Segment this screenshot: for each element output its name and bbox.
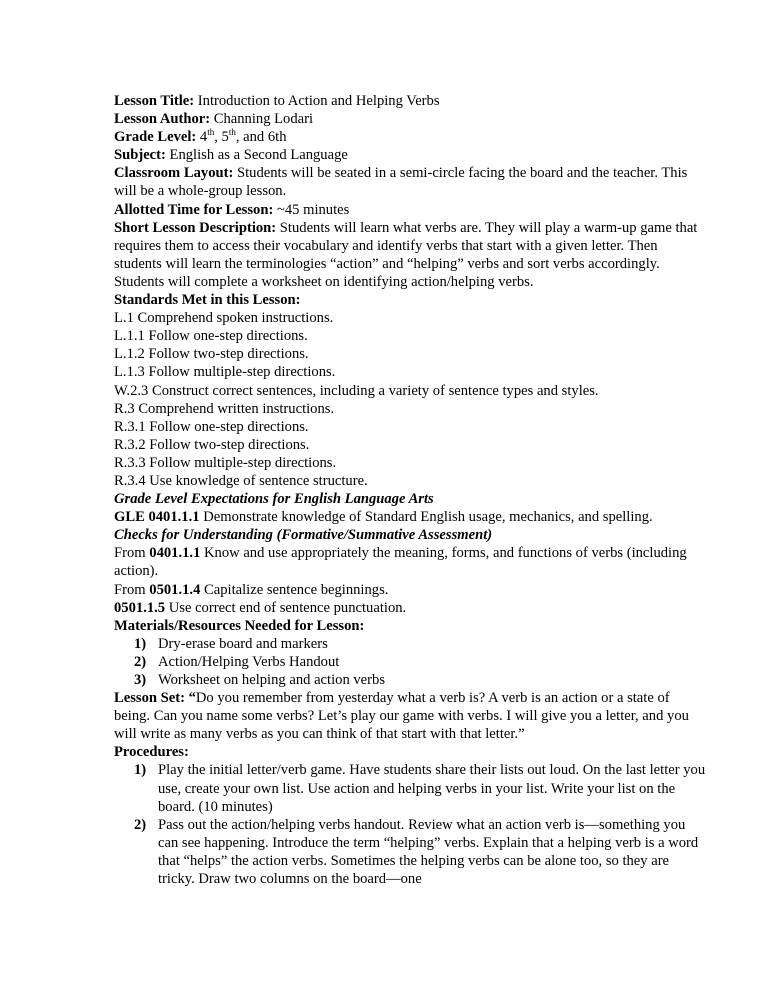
grade-4: 4 [196,129,208,146]
standard-item: L.1.1 Follow one-step directions. [114,328,308,345]
gle-code: GLE 0401.1.1 [114,509,200,526]
standard-item: R.3.1 Follow one-step directions. [114,418,309,435]
materials-list [114,635,708,689]
grade-4-sup: th [207,127,215,138]
classroom-layout: Students will be seated in a semi-circle facing the board and the teacher. This will be a whole-group lesson. [114,165,688,200]
allotted-time-label: Allotted Time for Lesson: [114,201,274,218]
allotted-time: ~45 minutes [273,201,350,218]
standard-item: L.1.2 Follow two-step directions. [114,346,309,363]
short-description: Students will learn what verbs are. They will play a warm-up game that requires them to access their vocabulary and identify verbs that start with a given letter. Then students will learn the terminologies “action” and “helping” verbs and sort verbs accordingly. Students will complete a worksheet on identifying action/helping verbs. [114,219,698,290]
checks-line-1-code: 0401.1.1 [149,545,201,562]
checks-line-1-text: Know and use appropriately the meaning, forms, and functions of verbs (including action). [114,545,687,580]
grade-level-label: Grade Level: [114,129,197,146]
checks-line-1 [114,544,708,580]
allotted-time-line [114,201,708,219]
lesson-author-line [114,110,708,128]
standards-heading-text: Standards Met in this Lesson: [114,292,301,309]
materials-heading-text: Materials/Resources Needed for Lesson: [114,617,365,634]
checks-line-1-prefix: From [114,545,150,562]
list-item [114,653,708,671]
grade-level-line [114,128,708,146]
standard-item: R.3.3 Follow multiple-step directions. [114,454,337,471]
subject: English as a Second Language [165,147,348,164]
checks-line-3-code: 0501.1.5 [114,599,166,616]
standard-item: L.1 Comprehend spoken instructions. [114,310,334,327]
gle-heading: Grade Level Expectations for English Language Arts [114,491,434,508]
lesson-title: Introduction to Action and Helping Verbs [194,93,440,109]
procedures-list [114,761,708,888]
checks-line-2 [114,581,708,599]
list-number: 3) [134,672,147,688]
list-item [114,761,708,815]
list-item-text: Action/Helping Verbs Handout [158,653,340,670]
gle-text: Demonstrate knowledge of Standard English usage, mechanics, and spelling. [199,509,653,526]
grade-5-sup: th [228,127,236,138]
procedures-heading-text: Procedures: [114,744,189,761]
list-item-text: Pass out the action/helping verbs handout. Review what an action verb is—something you can see happening. Introduce the term “helping” verbs. Explain that a helping verb is a word that “helps” the action verbs. Sometimes the helping verbs can be alone too, so they are tricky. Draw two columns on the board—one [158,816,699,888]
lesson-author: Channing Lodari [210,111,314,128]
short-description-line [114,219,708,291]
list-item-text: Play the initial letter/verb game. Have students share their lists out loud. On the last letter you use, create your own list. Use action and helping verbs in your list. Write your list on the board. (10 minutes) [158,762,706,815]
lesson-set-text: Do you remember from yesterday what a verb is? A verb is an action or a state of being. Can you name some verbs? Let’s play our game with verbs. I will give you a letter, and you will write as many verbs as you can think of that start with that letter.” [114,690,689,743]
list-item [114,671,708,689]
checks-line-3-text: Use correct end of sentence punctuation. [165,599,407,616]
list-number: 1) [134,762,147,779]
grade-5: , 5 [214,129,229,146]
checks-line-2-code: 0501.1.4 [149,581,201,598]
list-item-text: Worksheet on helping and action verbs [158,672,385,688]
grade-rest: , and 6th [235,129,287,146]
standard-item: R.3.4 Use knowledge of sentence structure. [114,472,368,489]
subject-line [114,146,708,164]
classroom-layout-label: Classroom Layout: [114,165,234,182]
checks-line-3 [114,599,708,617]
standard-item: W.2.3 Construct correct sentences, including a variety of sentence types and styles. [114,382,599,399]
subject-label: Subject: [114,147,166,164]
list-item [114,816,708,888]
list-number: 2) [134,653,147,670]
classroom-layout-line [114,164,708,200]
list-item [114,635,708,653]
short-description-label: Short Lesson Description: [114,219,277,236]
checks-line-2-prefix: From [114,581,150,598]
standard-item: R.3 Comprehend written instructions. [114,400,335,417]
checks-line-2-text: Capitalize sentence beginnings. [200,581,389,598]
materials-heading [114,617,708,635]
standard-item: L.1.3 Follow multiple-step directions. [114,364,336,381]
procedures-heading [114,743,708,761]
list-number: 2) [134,816,147,833]
lesson-title-line [114,92,708,110]
lesson-title-label: Lesson Title: [114,93,195,109]
list-item-text: Dry-erase board and markers [158,635,328,652]
checks-heading: Checks for Understanding (Formative/Summative Assessment) [114,527,493,544]
lesson-set-line [114,689,708,743]
lesson-author-label: Lesson Author: [114,111,211,128]
gle-line [114,508,708,526]
standards-heading [114,291,708,309]
lesson-set-label: Lesson Set: “ [114,690,196,707]
list-number: 1) [134,635,147,652]
standard-item: R.3.2 Follow two-step directions. [114,436,310,453]
